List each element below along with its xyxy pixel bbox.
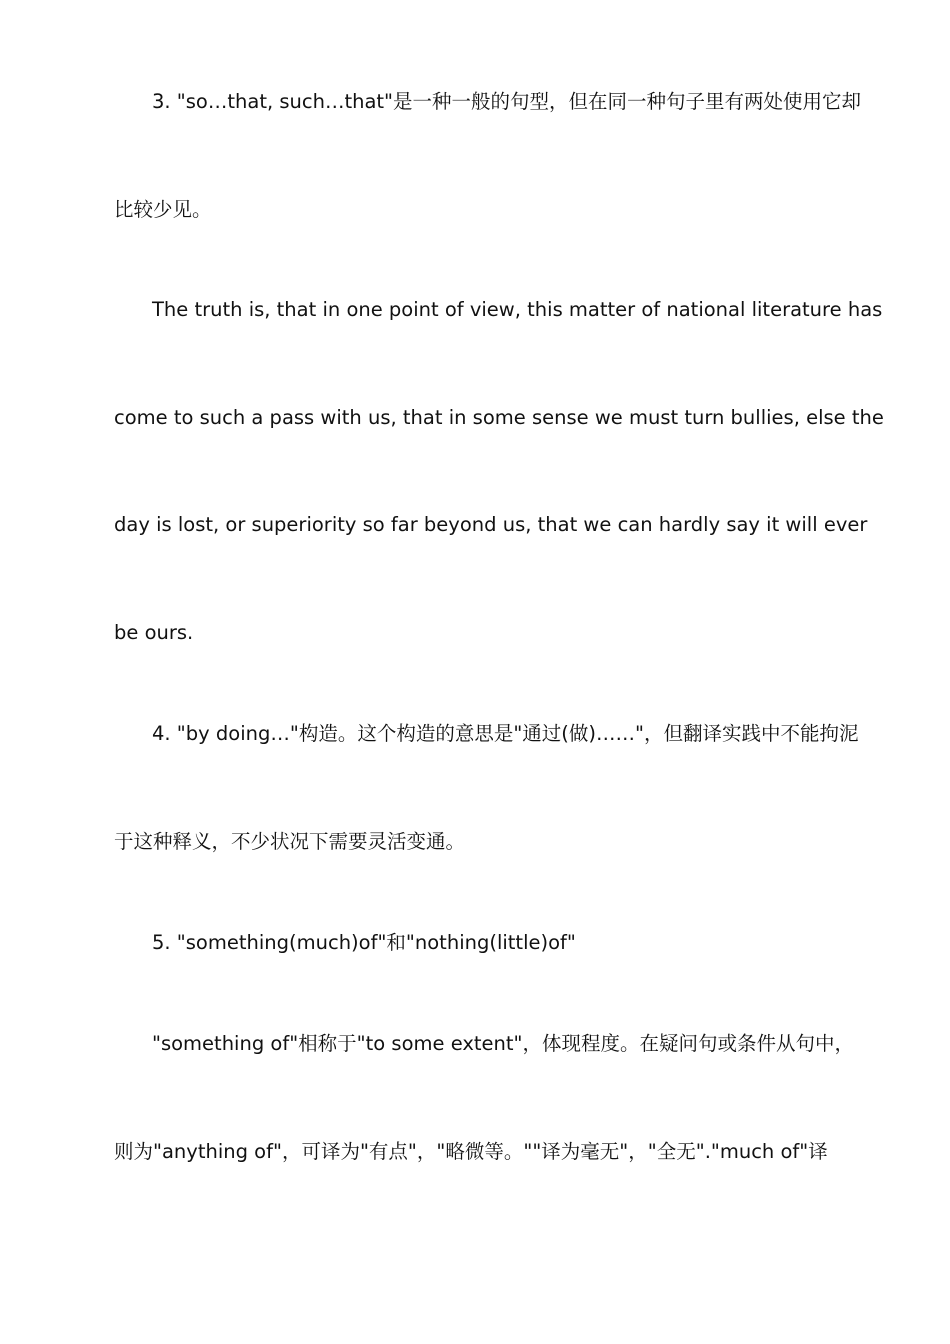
paragraph-3-line-1: 3. "so…that, such…that"是一种一般的句型，但在同一种句子里有两处使用它却 [152,90,862,113]
paragraph-5-heading: 5. "something(much)of"和"nothing(little)of" [152,931,576,954]
example-line-4: be ours. [114,621,194,644]
paragraph-4-line-2: 于这种释义，不少状况下需要灵活变通。 [114,830,466,853]
example-line-3: day is lost, or superiority so far beyond us, that we can hardly say it will ever [114,513,868,536]
paragraph-4-line-1: 4. "by doing…"构造。这个构造的意思是"通过(做)……"，但翻译实践中不能拘泥 [152,722,859,745]
paragraph-5-line-1: "something of"相称于"to some extent"，体现程度。在疑问句或条件从句中， [152,1032,855,1055]
example-line-2: come to such a pass with us, that in some sense we must turn bullies, else the [114,406,884,429]
example-line-1: The truth is, that in one point of view, this matter of national literature has [152,298,883,321]
paragraph-5-line-2: 则为"anything of"，可译为"有点"，"略微等。""译为毫无"，"全无"."much of"译 [114,1140,828,1163]
paragraph-3-line-2: 比较少见。 [114,198,212,221]
